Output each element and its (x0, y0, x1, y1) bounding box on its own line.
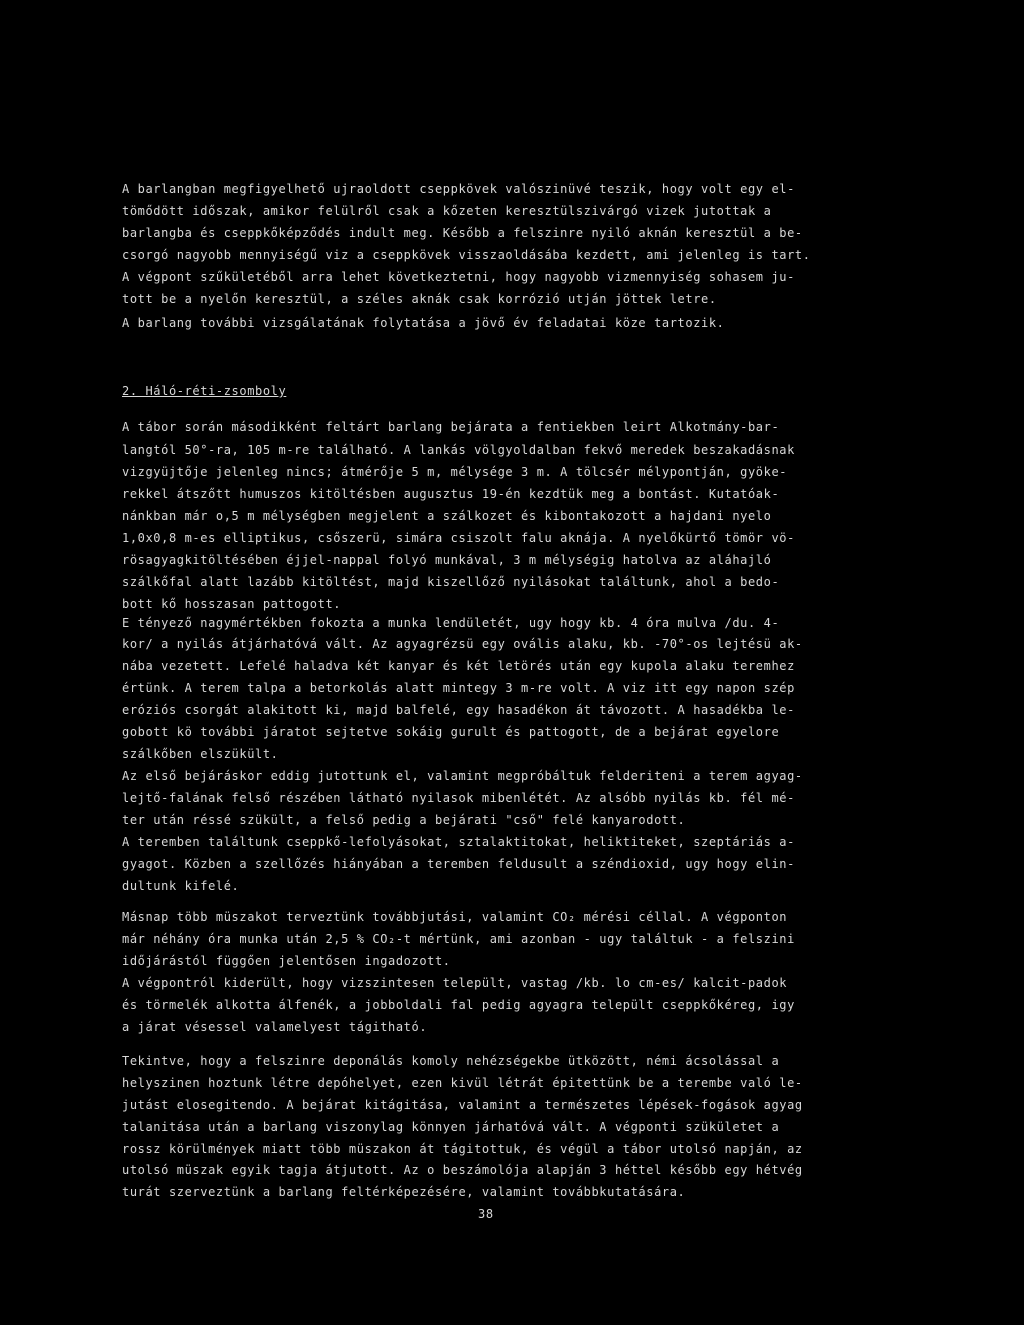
body-line: értünk. A terem talpa a betorkolás alatt mintegy 3 m-re volt. A viz itt egy napon szép (122, 681, 795, 695)
body-line: már néhány óra munka után 2,5 % CO₂-t mértünk, ami azonban - ugy találtuk - a felszini (122, 932, 795, 946)
body-line: Másnap több müszakot terveztünk továbbjutási, valamint CO₂ mérési céllal. A végponton (122, 910, 788, 924)
body-line: rekkel átszőtt humuszos kitöltésben augusztus 19-én kezdtük meg a bontást. Kutatóak- (122, 487, 780, 501)
intro-line: tömődött időszak, amikor felülről csak a kőzeten keresztülszivárgó vizek jutottak a (122, 204, 772, 218)
body-line: nánkban már o,5 m mélységben megjelent a szálkozet és kibontakozott a hajdani nyelo (122, 509, 772, 523)
body-line: talanitása után a barlang viszonylag könnyen járhatóvá vált. A végponti szükületet a (122, 1120, 780, 1134)
body-line: Az első bejáráskor eddig jutottunk el, valamint megpróbáltuk felderiteni a terem agyag- (122, 769, 803, 783)
body-line: lejtő-falának felső részében látható nyilasok mibenlétét. Az alsóbb nyilás kb. fél mé- (122, 791, 795, 805)
body-line: E tényező nagymértékben fokozta a munka lendületét, ugy hogy kb. 4 óra mulva /du. 4- (122, 616, 780, 630)
body-line: 1,0x0,8 m-es elliptikus, csőszerü, simára csiszolt falu aknája. A nyelőkürtő tömör vö- (122, 531, 795, 545)
intro-line: A barlang további vizsgálatának folytatása a jövő év feladatai köze tartozik. (122, 316, 725, 330)
intro-line: tott be a nyelőn keresztül, a széles aknák csak korrózió utján jöttek letre. (122, 292, 717, 306)
body-line: A tábor során másodikként feltárt barlang bejárata a fentiekben leirt Alkotmány-bar- (122, 420, 780, 434)
body-line: nába vezetett. Lefelé haladva két kanyar és két letörés után egy kupola alaku teremhez (122, 659, 795, 673)
body-line: és törmelék alkotta álfenék, a jobboldali fal pedig agyagra települt cseppkőkéreg, igy (122, 998, 795, 1012)
body-line: ter után réssé szükült, a felső pedig a bejárati "cső" felé kanyarodott. (122, 813, 686, 827)
body-line: Tekintve, hogy a felszinre deponálás komoly nehézségekbe ütközött, némi ácsolással a (122, 1054, 780, 1068)
body-line: A végpontról kiderült, hogy vizszintesen települt, vastag /kb. lo cm-es/ kalcit-padok (122, 976, 788, 990)
body-line: A teremben találtunk cseppkő-lefolyásokat, sztalaktitokat, heliktiteket, szeptáriás a- (122, 835, 795, 849)
section-heading: 2. Háló-réti-zsomboly (122, 384, 287, 398)
body-line: langtól 50°-ra, 105 m-re található. A lankás völgyoldalban fekvő meredek beszakadásnak (122, 443, 795, 457)
body-line: szálkőben elszükült. (122, 747, 279, 761)
intro-line: A végpont szűkületéből arra lehet következtetni, hogy nagyobb vizmennyiség sohasem ju- (122, 270, 795, 284)
body-line: gobott kö további járatot sejtetve sokáig gurult és pattogott, de a bejárat egyelore (122, 725, 780, 739)
intro-line: barlangba és cseppkőképződés indult meg. Később a felszinre nyiló aknán keresztül a be- (122, 226, 803, 240)
body-line: turát szerveztünk a barlang feltérképezésére, valamint továbbkutatására. (122, 1185, 686, 1199)
body-line: rossz körülmények miatt több müszakon át tágitottuk, és végül a tábor utolsó napján, az (122, 1142, 803, 1156)
body-line: időjárástól függően jelentősen ingadozott. (122, 954, 451, 968)
page-number: 38 (478, 1207, 494, 1221)
body-line: vizgyüjtője jelenleg nincs; átmérője 5 m, mélysége 3 m. A tölcsér mélypontján, gyöke- (122, 465, 788, 479)
body-line: szálkőfal alatt lazább kitöltést, majd kiszellőző nyilásokat találtunk, ahol a bedo- (122, 575, 780, 589)
body-line: dultunk kifelé. (122, 879, 240, 893)
body-line: utolsó müszak egyik tagja átjutott. Az o beszámolója alapján 3 héttel később egy hétvég (122, 1163, 803, 1177)
body-line: kor/ a nyilás átjárhatóvá vált. Az agyagrézsü egy ovális alaku, kb. -70°-os lejtésü ak- (122, 637, 803, 651)
intro-line: csorgó nagyobb mennyiségű viz a cseppkövek visszaoldásába kezdett, ami jelenleg is tart. (122, 248, 811, 262)
body-line: rösagyagkitöltésében éjjel-nappal folyó munkával, 3 m mélységig hatolva az aláhajló (122, 553, 772, 567)
body-line: a járat vésessel valamelyest tágitható. (122, 1020, 428, 1034)
body-line: bott kő hosszasan pattogott. (122, 597, 342, 611)
body-line: gyagot. Közben a szellőzés hiányában a teremben feldusult a széndioxid, ugy hogy elin- (122, 857, 795, 871)
intro-line: A barlangban megfigyelhető ujraoldott cseppkövek valószinüvé teszik, hogy volt egy el- (122, 182, 795, 196)
body-line: helyszinen hoztunk létre depóhelyet, ezen kivül létrát épitettünk be a terembe való le- (122, 1076, 803, 1090)
body-line: eróziós csorgát alakitott ki, majd balfelé, egy hasadékon át távozott. A hasadékba le- (122, 703, 795, 717)
body-line: jutást elosegitendo. A bejárat kitágitása, valamint a természetes lépések-fogások agyag (122, 1098, 803, 1112)
